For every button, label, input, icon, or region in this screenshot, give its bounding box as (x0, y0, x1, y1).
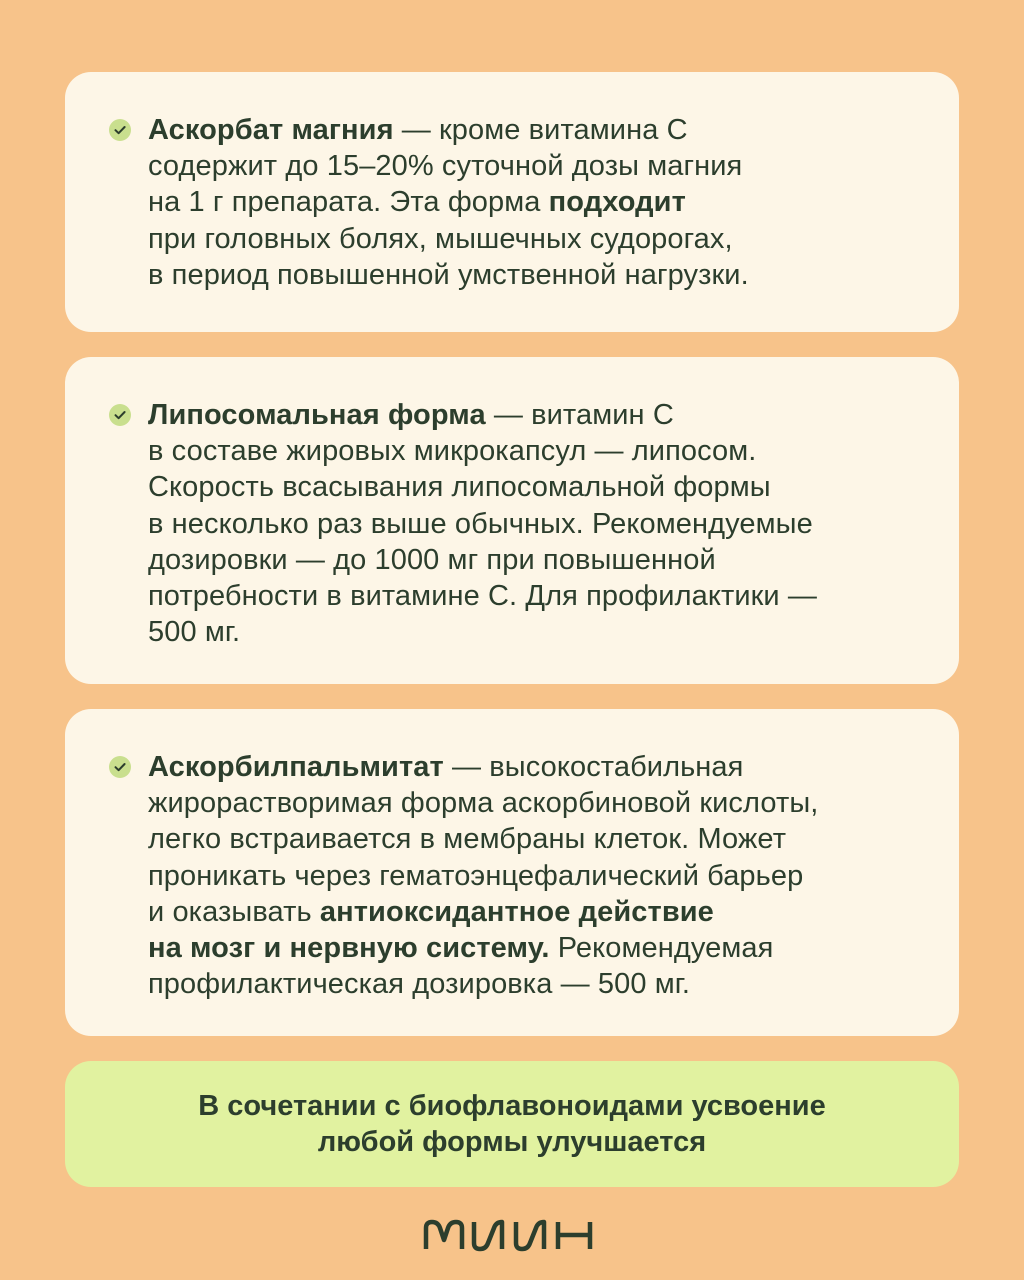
card-text: Аскорбат магния — кроме витамина С содержит до 15–20% суточной дозы магния на 1 г препарата. Эта форма подходит при головных болях, мышечных судорогах, в период повышенной умственной нагрузки. (148, 114, 749, 291)
callout-line-1: В сочетании с биофлавоноидами усвоение (198, 1090, 826, 1122)
info-card-ascorbyl-palmitate (65, 709, 959, 1036)
card-text: Аскорбилпальмитат — высокостабильная жирорастворимая форма аскорбиновой кислоты, легко встраивается в мембраны клеток. Может проникать через гематоэнцефалический барьер и оказывать антиоксидантное действие на мозг и нервную систему. Рекомендуемая профилактическая дозировка — 500 мг. (148, 751, 819, 1001)
callout-line-2: любой формы улучшается (317, 1126, 707, 1158)
brand-logo (0, 1218, 1024, 1257)
check-circle-icon (109, 404, 131, 426)
info-card-liposomal-form (65, 357, 959, 684)
callout-banner (65, 1061, 959, 1187)
check-circle-icon (109, 119, 131, 141)
card-text: Липосомальная форма — витамин С в составе жировых микрокапсул — липосом. Скорость всасывания липосомальной формы в несколько раз выше обычных. Рекомендуемые дозировки — до 1000 мг при повышенной потребности в витамине С. Для профилактики — 500 мг. (148, 399, 817, 649)
info-card-magnesium-ascorbate (65, 72, 959, 332)
check-circle-icon (109, 756, 131, 778)
